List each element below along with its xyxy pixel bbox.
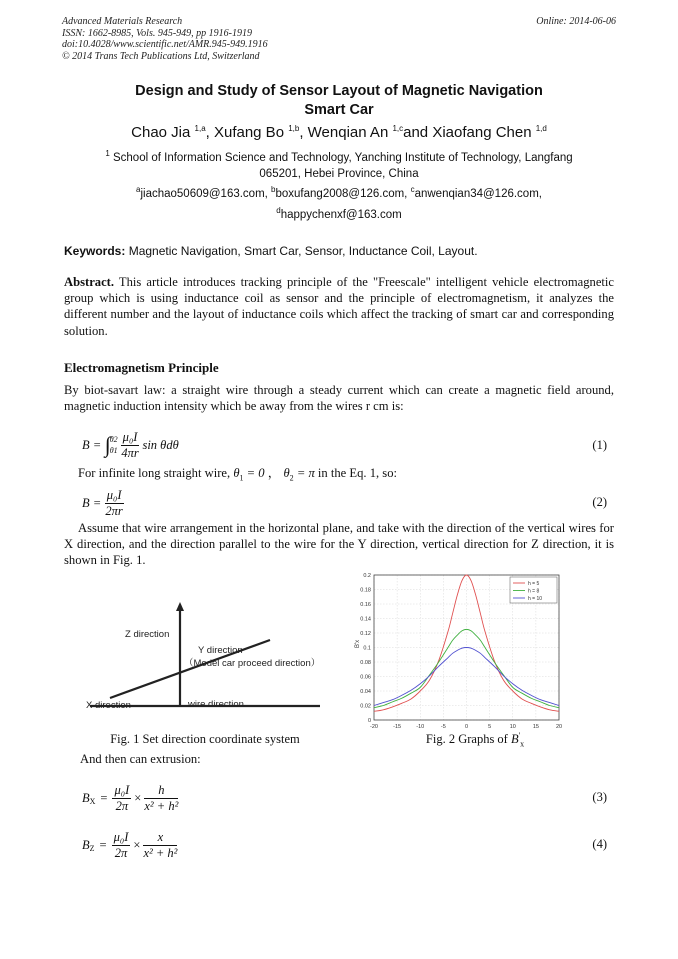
abstract-text: This article introduces tracking principle of the "Freescale" intelligent vehicle electromagnetic group which is using inductance coil as sensor and the principle of electromagnetism, it analyzes the different number and the layout of inductance coils which affect the tracking of smart car and corresponding solution.: [64, 275, 614, 338]
y-axis-line: [110, 640, 270, 698]
eq3-f1-numerator: μ₀I: [114, 782, 130, 797]
p2-separator: ，: [264, 466, 284, 480]
y-direction-label: Y direction: [198, 645, 243, 656]
p2-part-a: For infinite long straight wire,: [78, 466, 234, 480]
email-b[interactable]: boxufang2008@126.com,: [275, 188, 411, 200]
eq4-f2-denominator: x² + h²: [143, 845, 178, 860]
eq1-numerator: μ₀I: [122, 429, 138, 444]
integral-sign: ∫: [104, 432, 111, 457]
chart-x-tick-label: 15: [532, 724, 539, 730]
chart-y-tick-label: 0.2: [363, 573, 371, 579]
email-line-2: [0, 207, 678, 223]
eq3-lhs: B: [82, 790, 90, 805]
chart-y-tick-label: 0.18: [360, 587, 371, 594]
fig2-caption-text: Fig. 2 Graphs of: [425, 732, 511, 746]
eq2-lhs: B: [82, 495, 90, 510]
equation-4: [82, 827, 177, 863]
author-3-sup: 1,c: [392, 124, 404, 133]
eq4-equals: =: [99, 837, 107, 852]
eq1-lower-limit: θ1: [109, 446, 118, 455]
equation-3: [82, 780, 178, 816]
paragraph-biot-savart: By biot-savart law: a straight wire through a steady current which can create a magnetic field around, magnetic induction intensity which be away from the wires r cm is:: [64, 383, 614, 414]
author-4: and Xiaofang Chen: [403, 124, 536, 141]
keywords-text: Magnetic Navigation, Smart Car, Sensor, Inductance Coil, Layout.: [125, 244, 478, 258]
eq4-fraction-1: [112, 830, 131, 861]
wire-direction-label: wire direction: [188, 699, 244, 710]
email-c-sup: c: [410, 185, 415, 195]
eq4-number: (4): [592, 837, 607, 851]
eq1-number: (1): [592, 438, 607, 452]
chart-y-tick-label: 0.14: [360, 616, 371, 623]
eq3-sub: X: [89, 796, 96, 806]
theta-2-sub: 2: [289, 473, 294, 483]
eq4-f1-numerator: μ₀I: [113, 829, 129, 844]
eq3-f1-denominator: 2π: [115, 798, 129, 813]
email-a[interactable]: jiachao50609@163.com,: [140, 188, 272, 200]
fig2-caption-sub: x: [520, 739, 525, 749]
copyright-line: © 2014 Trans Tech Publications Ltd, Switzerland: [62, 50, 260, 62]
chart-y-tick-label: 0.12: [360, 631, 371, 637]
chart-x-tick-label: -15: [393, 724, 402, 730]
z-axis-arrowhead: [176, 602, 184, 611]
chart-legend-label: h = 8: [528, 588, 540, 595]
eq2-number: (2): [592, 495, 607, 509]
chart-x-tick-label: 5: [488, 724, 492, 730]
eq3-f2-numerator: h: [144, 783, 178, 799]
chart-legend: [510, 577, 557, 603]
eq3-fraction-2: [144, 783, 178, 814]
doi-line: doi:10.4028/www.scientific.net/AMR.945-949.1916: [62, 39, 268, 50]
eq4-fraction-2: [143, 830, 177, 861]
affiliation-sup: 1: [105, 149, 110, 159]
abstract: [64, 274, 614, 339]
eq4-f2-numerator: x: [143, 830, 177, 846]
chart-y-tick-label: 0.04: [360, 689, 371, 695]
eq3-times: ×: [134, 790, 142, 805]
x-direction-label: X direction: [86, 700, 131, 711]
z-direction-label: Z direction: [125, 629, 170, 640]
chart-x-tick-label: -20: [370, 724, 378, 730]
chart-y-tick-label: 0.06: [360, 674, 371, 681]
section-heading: Electromagnetism Principle: [64, 360, 219, 375]
eq1-lhs: B: [82, 437, 90, 452]
figure-2-chart: [352, 566, 566, 732]
author-1: Chao Jia: [131, 124, 195, 141]
paragraph-infinite-wire: [78, 465, 618, 487]
issn-line: ISSN: 1662-8985, Vols. 945-949, pp 1916-1919: [62, 27, 252, 39]
chart-x-tick-label: 10: [509, 724, 516, 730]
eq3-fraction-1: [112, 783, 131, 814]
theta-2-value: = π: [293, 466, 315, 480]
author-1-sup: 1,a: [194, 124, 206, 133]
chart-y-tick-label: 0.1: [363, 645, 371, 652]
figure-1-caption: Fig. 1 Set direction coordinate system: [110, 732, 300, 746]
title-line-2: Smart Car: [304, 102, 374, 118]
online-date: Online: 2014-06-06: [536, 16, 616, 27]
author-2: , Xufang Bo: [205, 124, 289, 141]
email-d[interactable]: happychenxf@163.com: [280, 209, 402, 221]
eq4-f1-denominator: 2π: [114, 845, 128, 860]
chart-x-tick-label: -5: [440, 724, 446, 730]
eq1-fraction: [121, 430, 140, 461]
eq3-number: (3): [592, 790, 607, 804]
keywords-label: Keywords:: [64, 244, 126, 258]
affiliation-line-1: School of Information Science and Technology, Yanching Institute of Technology, Langfang: [109, 152, 573, 164]
chart-x-tick-label: -10: [416, 724, 425, 730]
email-d-sup: d: [276, 206, 281, 216]
abstract-label: Abstract.: [64, 275, 115, 289]
y-direction-note: （Model car proceed direction）: [184, 658, 321, 669]
paper-title: [0, 82, 678, 120]
chart-x-tick-label: 0: [464, 724, 469, 730]
figure-1-diagram: [80, 598, 340, 723]
eq4-lhs: B: [82, 837, 90, 852]
chart-y-tick-label: 0: [367, 718, 371, 724]
chart-x-tick-label: 20: [555, 724, 563, 730]
chart-y-axis-label: B'x: [355, 639, 361, 648]
p2-part-b: in the Eq. 1, so:: [314, 466, 397, 480]
theta-2: θ: [283, 466, 290, 480]
eq2-equals: =: [93, 495, 101, 510]
theta-1-sub: 1: [239, 473, 244, 483]
eq2-fraction: [105, 488, 124, 519]
affiliation-line-2: 065201, Hebei Province, China: [259, 168, 419, 180]
eq2-denominator: 2πr: [105, 503, 123, 518]
theta-1: θ: [233, 466, 240, 480]
keywords: [64, 244, 478, 258]
eq3-f2-denominator: x² + h²: [144, 798, 179, 813]
eq3-equals: =: [100, 790, 108, 805]
chart-legend-label: h = 5: [528, 581, 540, 587]
chart-y-tick-label: 0.08: [360, 660, 371, 666]
journal-header: [62, 16, 268, 62]
fig2-caption-sup: ': [518, 730, 521, 740]
eq1-denominator: 4πr: [121, 445, 139, 460]
chart-legend-label: h = 10: [528, 596, 543, 602]
equation-1: [82, 428, 179, 462]
author-4-sup: 1,d: [535, 124, 547, 133]
paragraph-extrusion: And then can extrusion:: [80, 752, 201, 766]
paragraph-direction: Assume that wire arrangement in the horizontal plane, and take with the direction of the vertical wires for X direction, and the direction parallel to the wire for the Y direction, vertical direction for Z direction, it is shown in Fig. 1.: [64, 521, 614, 568]
eq1-upper-limit: θ2: [109, 435, 118, 444]
fig2-caption-symbol: B: [510, 732, 519, 746]
title-line-1: Design and Study of Sensor Layout of Magnetic Navigation: [135, 83, 543, 99]
author-2-sup: 1,b: [288, 124, 300, 133]
email-a-sup: a: [136, 185, 141, 195]
equation-2: [82, 486, 124, 520]
theta-1-value: = 0: [243, 466, 265, 480]
figure-2-caption: [380, 732, 570, 749]
eq1-equals: =: [93, 437, 101, 452]
eq2-numerator: μ₀I: [106, 487, 122, 502]
eq1-integral: [105, 434, 118, 456]
affiliation: [0, 150, 678, 182]
email-b-sup: b: [271, 185, 276, 195]
eq4-times: ×: [133, 837, 141, 852]
journal-name: Advanced Materials Research: [62, 16, 183, 27]
email-c[interactable]: anwenqian34@126.com,: [414, 188, 542, 200]
chart-y-tick-label: 0.16: [360, 602, 371, 608]
chart-y-tick-label: 0.02: [360, 703, 371, 710]
eq1-tail: sin θdθ: [142, 437, 179, 452]
eq4-sub: Z: [89, 843, 95, 853]
email-line-1: [0, 186, 678, 202]
author-list: [0, 124, 678, 141]
author-3: , Wenqian An: [299, 124, 393, 141]
